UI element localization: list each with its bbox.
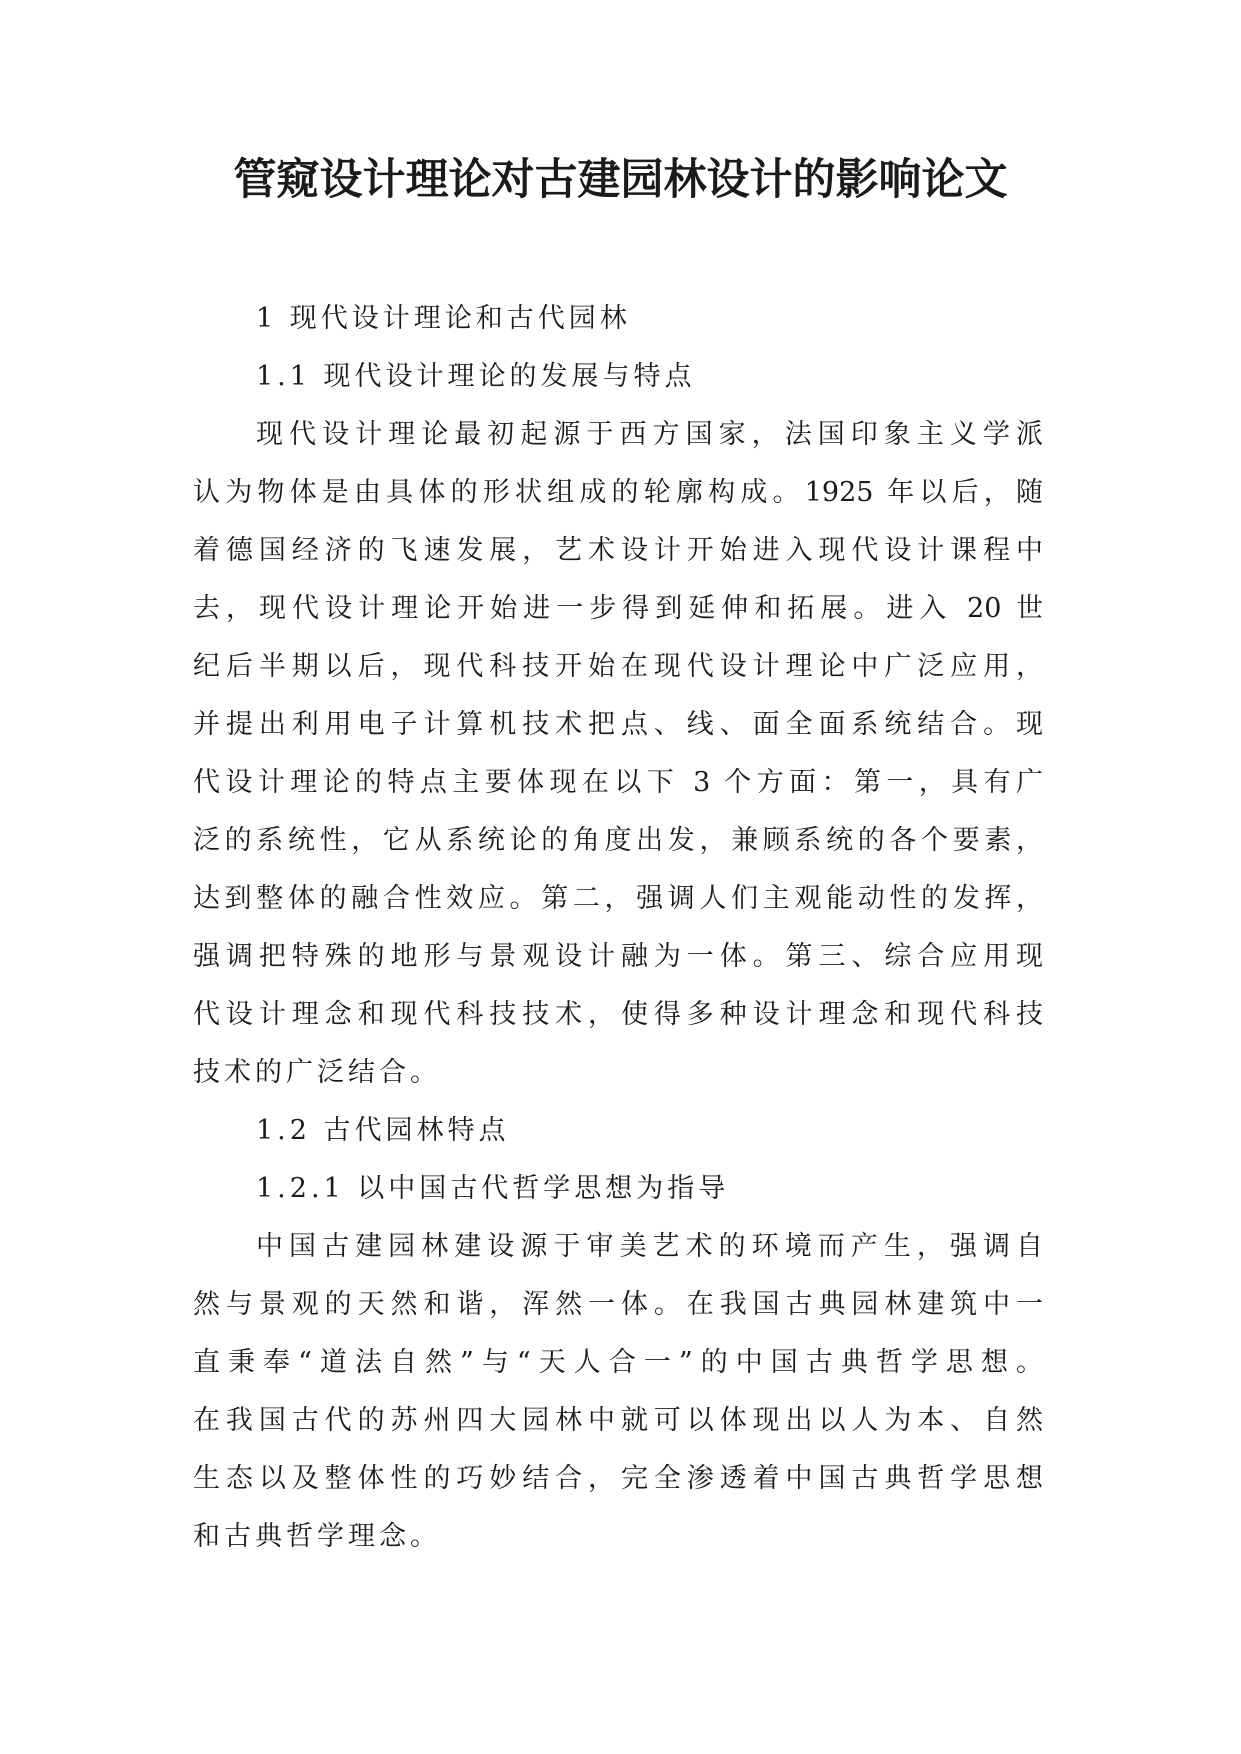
document-body [193,290,1043,1566]
paragraph-line: 代设计理论的特点主要体现在以下 3 个方面：第一，具有广 [193,767,1043,798]
paragraph-line: 现代设计理论最初起源于西方国家，法国印象主义学派 [256,419,1043,450]
document-title: 管窥设计理论对古建园林设计的影响论文 [233,155,1008,205]
paragraph-line: 直秉奉“道法自然”与“天人合一”的中国古典哲学思想。 [193,1347,1043,1378]
paragraph-line: 纪后半期以后，现代科技开始在现代设计理论中广泛应用， [193,651,1043,682]
paragraph-line: 达到整体的融合性效应。第二，强调人们主观能动性的发挥， [193,883,1043,914]
section-heading-1-2-1: 1.2.1 以中国古代哲学思想为指导 [256,1173,730,1204]
paragraph-line: 中国古建园林建设源于审美艺术的环境而产生，强调自 [256,1231,1043,1262]
paragraph-line: 和古典哲学理念。 [193,1521,441,1552]
paragraph-line: 强调把特殊的地形与景观设计融为一体。第三、综合应用现 [193,941,1043,972]
paragraph-line: 泛的系统性，它从系统论的角度出发，兼顾系统的各个要素， [193,825,1043,856]
paragraph-line: 并提出利用电子计算机技术把点、线、面全面系统结合。现 [193,709,1043,740]
paragraph-line: 然与景观的天然和谐，浑然一体。在我国古典园林建筑中一 [193,1289,1043,1320]
paragraph-line: 认为物体是由具体的形状组成的轮廓构成。1925 年以后，随 [193,477,1043,508]
paragraph-line: 在我国古代的苏州四大园林中就可以体现出以人为本、自然 [193,1405,1043,1436]
paragraph-line: 着德国经济的飞速发展，艺术设计开始进入现代设计课程中 [193,535,1043,566]
section-heading-1: 1 现代设计理论和古代园林 [256,303,631,334]
paragraph-line: 去，现代设计理论开始进一步得到延伸和拓展。进入 20 世 [193,593,1043,624]
paragraph-line: 技术的广泛结合。 [193,1057,441,1088]
section-heading-1-1: 1.1 现代设计理论的发展与特点 [256,361,696,392]
paragraph-line: 生态以及整体性的巧妙结合，完全渗透着中国古典哲学思想 [193,1463,1043,1494]
section-heading-1-2: 1.2 古代园林特点 [256,1115,510,1146]
paragraph-line: 代设计理念和现代科技技术，使得多种设计理念和现代科技 [193,999,1043,1030]
